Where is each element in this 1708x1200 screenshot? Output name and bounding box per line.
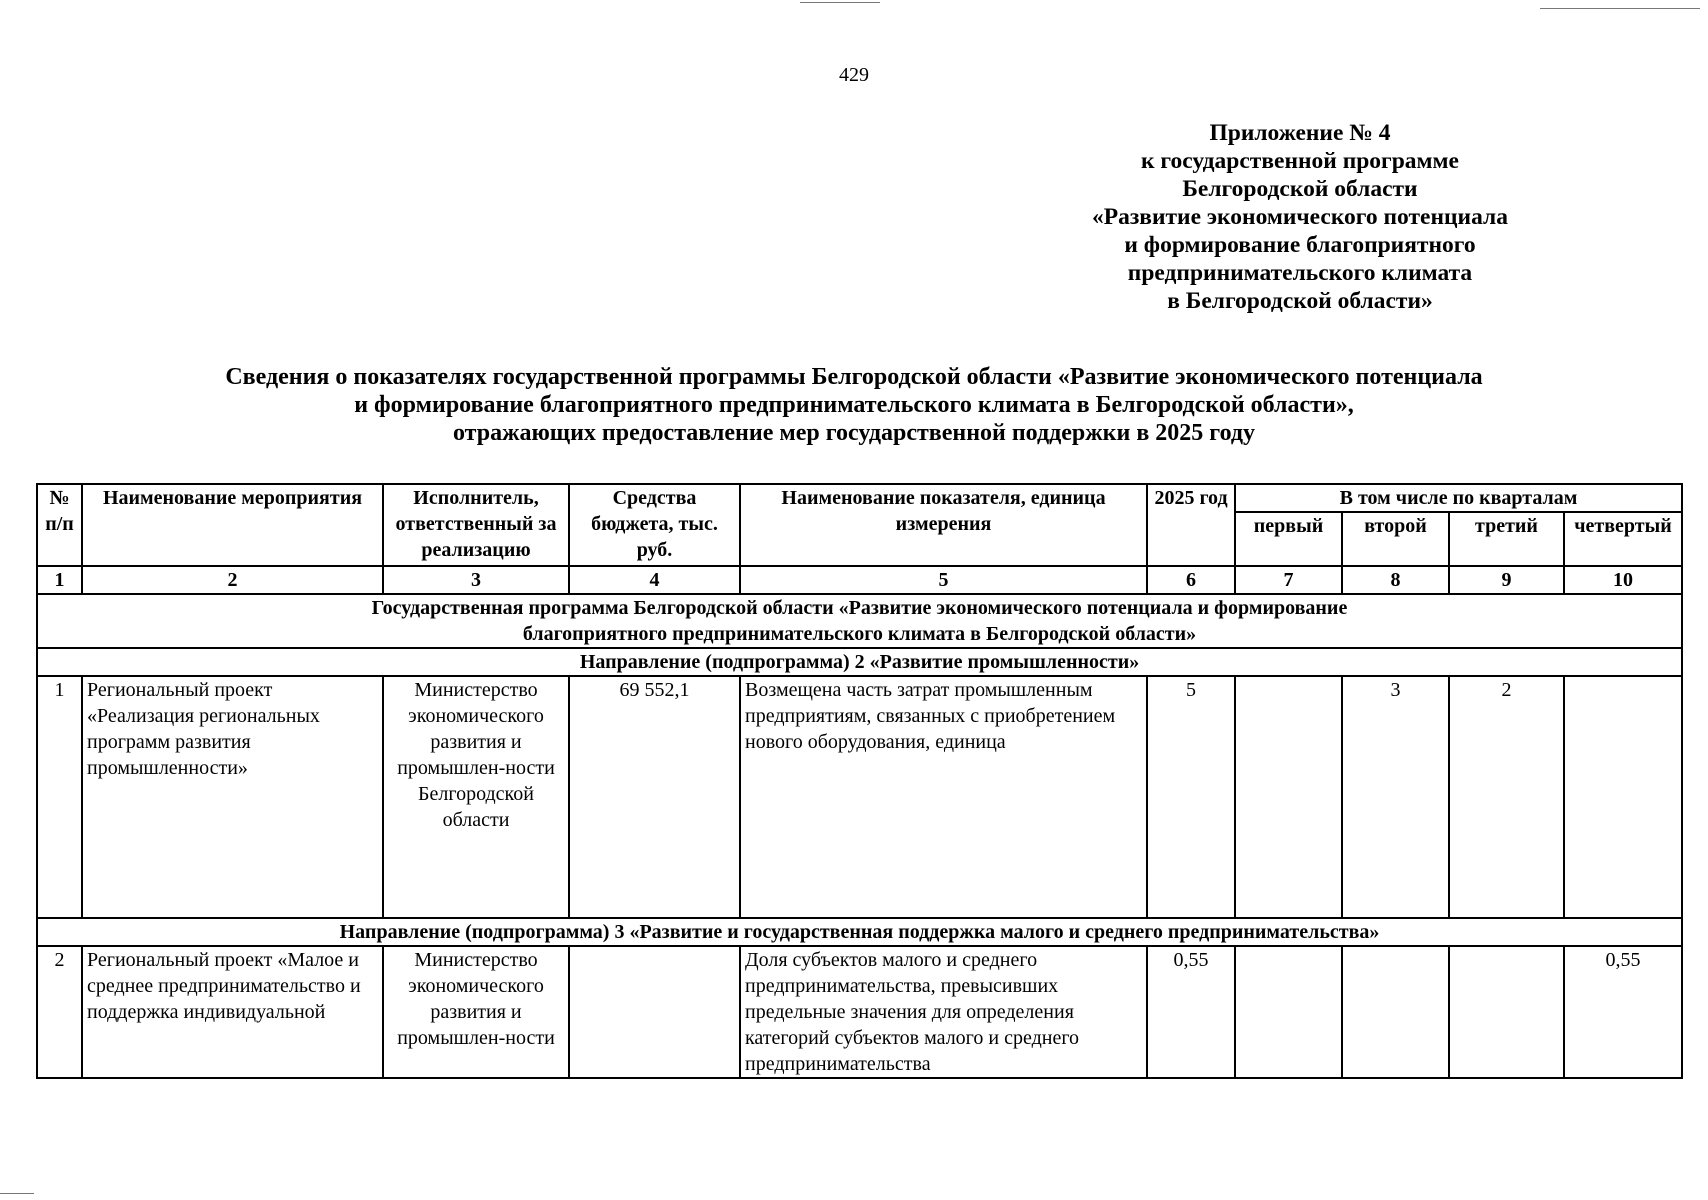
indicators-table xyxy=(36,483,1683,1079)
title-line: Сведения о показателях государственной программы Белгородской области «Развитие экономического потенциала xyxy=(225,364,1483,390)
row-q3-value: 2 xyxy=(1449,676,1564,918)
appendix-block xyxy=(1050,119,1550,315)
row-q2-value: 3 xyxy=(1342,676,1449,918)
appendix-line: Приложение № 4 xyxy=(1209,120,1391,146)
row-event: Региональный проект «Реализация региональных программ развития промышленности» xyxy=(82,676,383,918)
header-budget: Средства бюджета, тыс. руб. xyxy=(569,484,740,566)
title-line: отражающих предоставление мер государственной поддержки в 2025 году xyxy=(452,420,1256,446)
header-q2: второй xyxy=(1342,512,1449,566)
table-row xyxy=(37,946,1682,1078)
page-number: 429 xyxy=(839,64,869,86)
row-indicator: Доля субъектов малого и среднего предпринимательства, превысивших предельные значения для определения категорий субъектов малого и среднего предпринимательства xyxy=(740,946,1147,1078)
row-num: 2 xyxy=(37,946,82,1078)
row-budget xyxy=(569,946,740,1078)
row-q3-value xyxy=(1449,946,1564,1078)
column-number: 4 xyxy=(569,566,740,594)
row-indicator: Возмещена часть затрат промышленным предприятиям, связанных с приобретением нового оборудования, единица xyxy=(740,676,1147,918)
header-q4: четвертый xyxy=(1564,512,1682,566)
row-q1-value xyxy=(1235,676,1342,918)
column-number: 6 xyxy=(1147,566,1235,594)
header-event: Наименование мероприятия xyxy=(82,484,383,566)
header-q1: первый xyxy=(1235,512,1342,566)
appendix-line: к государственной программе xyxy=(1141,148,1459,174)
column-number: 7 xyxy=(1235,566,1342,594)
column-number: 9 xyxy=(1449,566,1564,594)
header-num: № п/п xyxy=(37,484,82,566)
scan-artifact xyxy=(0,1193,34,1194)
row-q2-value xyxy=(1342,946,1449,1078)
appendix-line: Белгородской области xyxy=(1182,176,1418,202)
header-executor: Исполнитель, ответственный за реализацию xyxy=(383,484,569,566)
table-row xyxy=(37,676,1682,918)
column-number: 5 xyxy=(740,566,1147,594)
header-year: 2025 год xyxy=(1147,484,1235,566)
column-number: 1 xyxy=(37,566,82,594)
row-executor: Министерство экономического развития и промышлен-ности xyxy=(383,946,569,1078)
row-event: Региональный проект «Малое и среднее предпринимательство и поддержка индивидуальной xyxy=(82,946,383,1078)
scan-artifact xyxy=(800,2,880,3)
column-number: 8 xyxy=(1342,566,1449,594)
row-num: 1 xyxy=(37,676,82,918)
appendix-line: «Развитие экономического потенциала xyxy=(1091,204,1508,230)
header-q3: третий xyxy=(1449,512,1564,566)
row-q4-value: 0,55 xyxy=(1564,946,1682,1078)
header-quarters-group: В том числе по кварталам xyxy=(1235,484,1682,512)
header-indicator: Наименование показателя, единица измерения xyxy=(740,484,1147,566)
scan-artifact xyxy=(1540,8,1700,9)
row-year-value: 0,55 xyxy=(1147,946,1235,1078)
program-title-row: Государственная программа Белгородской области «Развитие экономического потенциала и формирование благоприятного предпринимательского климата в Белгородской области» xyxy=(37,594,1682,648)
column-number: 3 xyxy=(383,566,569,594)
row-year-value: 5 xyxy=(1147,676,1235,918)
column-number: 2 xyxy=(82,566,383,594)
title-line: и формирование благоприятного предпринимательского климата в Белгородской области», xyxy=(354,392,1354,418)
column-number: 10 xyxy=(1564,566,1682,594)
appendix-line: предпринимательского климата xyxy=(1127,260,1473,286)
appendix-line: и формирование благоприятного xyxy=(1124,232,1476,258)
section-title: Направление (подпрограмма) 3 «Развитие и государственная поддержка малого и среднего предпринимательства» xyxy=(37,918,1682,946)
row-budget: 69 552,1 xyxy=(569,676,740,918)
section-title: Направление (подпрограмма) 2 «Развитие промышленности» xyxy=(37,648,1682,676)
appendix-line: в Белгородской области» xyxy=(1167,288,1433,314)
document-title xyxy=(0,363,1708,447)
row-q4-value xyxy=(1564,676,1682,918)
row-q1-value xyxy=(1235,946,1342,1078)
row-executor: Министерство экономического развития и промышлен-ности Белгородской области xyxy=(383,676,569,918)
